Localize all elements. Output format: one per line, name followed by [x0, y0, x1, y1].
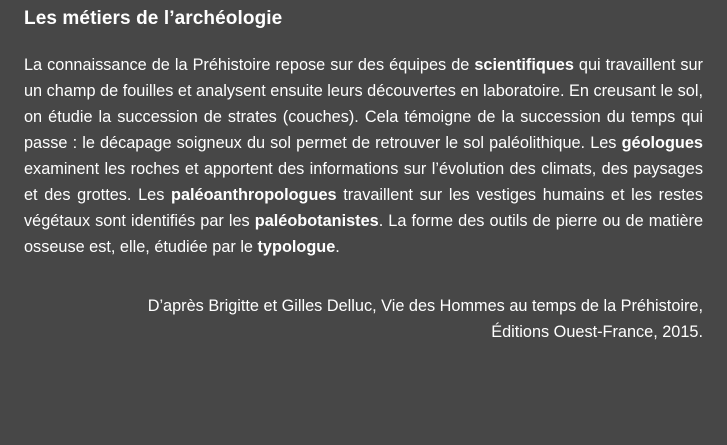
key-term: géologues [621, 134, 703, 152]
paragraph-segment: qui travaillent sur un champ de fouilles et analysent ensuite leurs découvertes en laboratoire. En creusant le sol, on étudie la succession de strates (couches). Cela témoigne de la succession du temps qui passe : le décapage soigneux du sol permet de retrouver le sol paléolithique. Les [24, 56, 703, 152]
paragraph-segment: . La forme des outils de pierre ou de matière osseuse est, elle, étudiée par le [24, 212, 704, 256]
key-term: paléoanthropologues [171, 186, 337, 204]
document-title: Les métiers de l’archéologie [24, 8, 283, 29]
paragraph-segment: travaillent sur les vestiges humains et les restes végétaux sont identifiés par les [24, 186, 703, 230]
key-term: paléobotanistes [254, 212, 379, 230]
key-term: scientifiques [474, 56, 574, 74]
source-line-2: Éditions Ouest-France, 2015. [491, 323, 703, 341]
source-citation [24, 293, 703, 345]
body-paragraph [24, 52, 703, 260]
source-line-1: D’après Brigitte et Gilles Delluc, Vie des Hommes au temps de la Préhistoire, [147, 297, 703, 315]
paragraph-segment: . [335, 238, 340, 256]
key-term: typologue [257, 238, 336, 256]
paragraph-segment: examinent les roches et apportent des informations sur l’évolution des climats, des paysages et des grottes. Les [24, 160, 703, 204]
paragraph-segment: La connaissance de la Préhistoire repose sur des équipes de [24, 56, 475, 74]
